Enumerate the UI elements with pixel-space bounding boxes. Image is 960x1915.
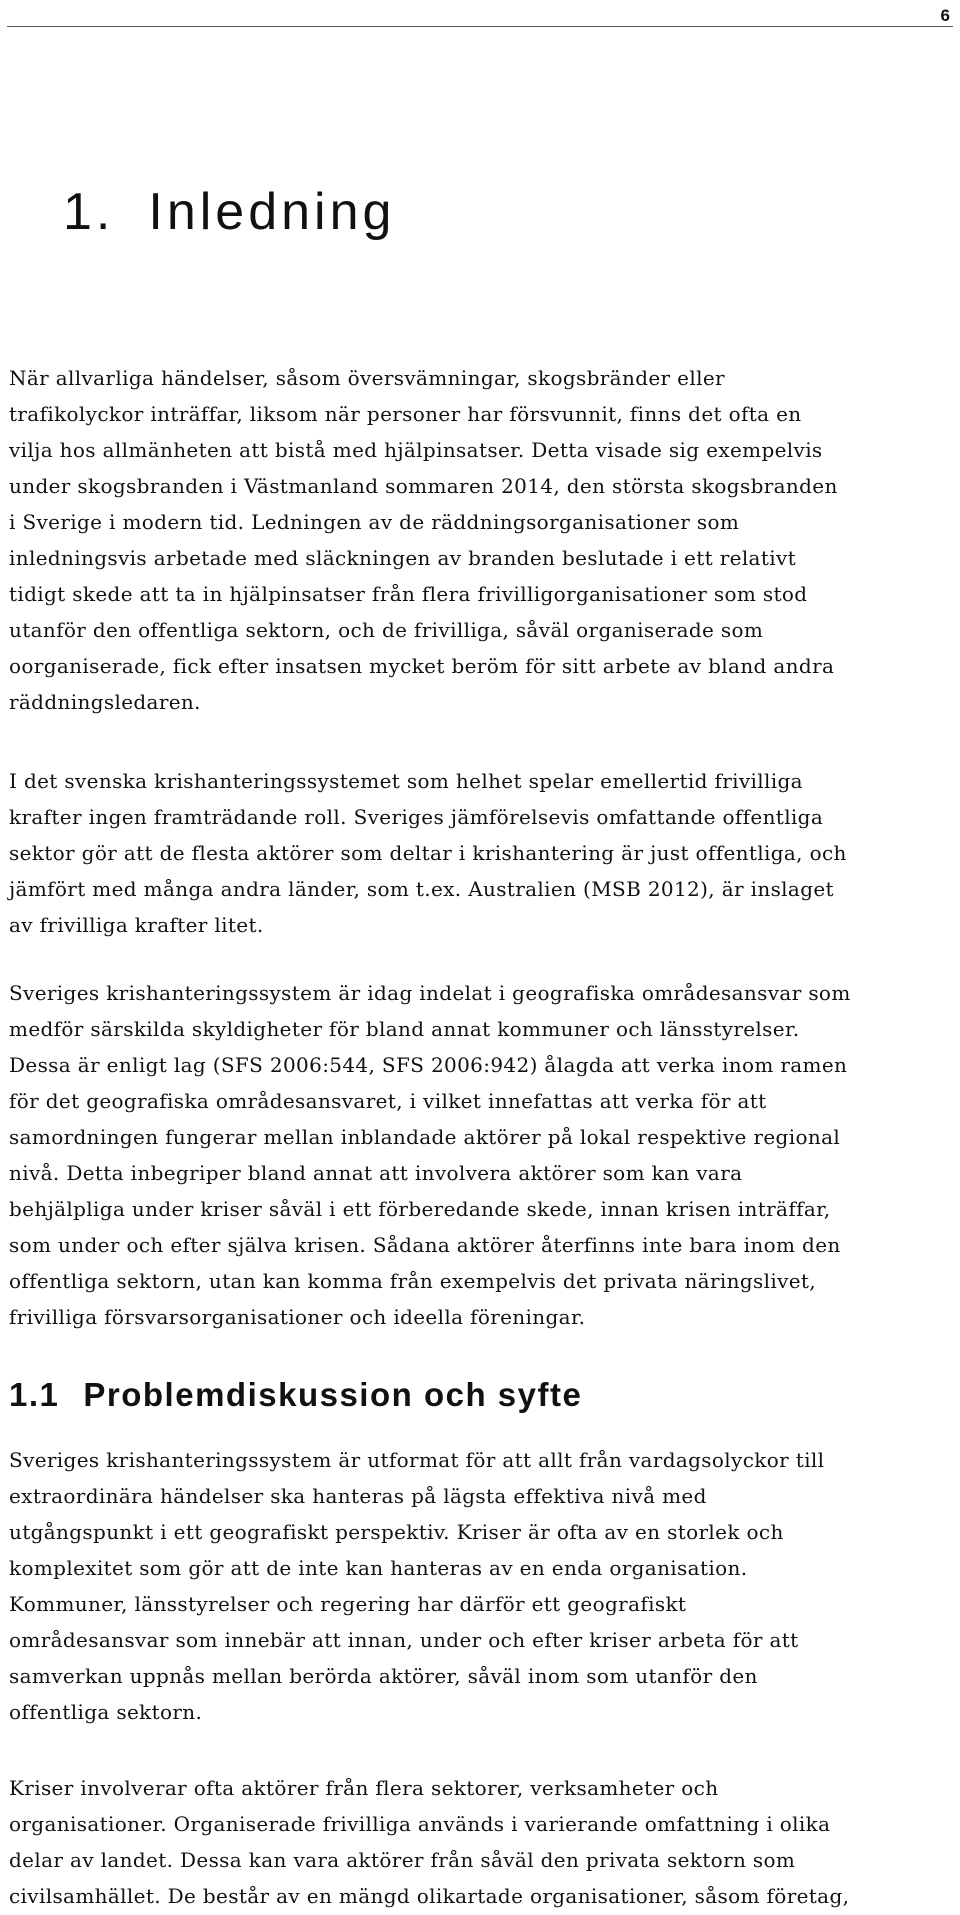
text-line: Sveriges krishanteringssystem är idag indelat i geografiska områdesansvar som: [9, 981, 851, 1005]
section-paragraph-1: [9, 1442, 945, 1730]
text-line: för det geografiska områdesansvaret, i vilket innefattas att verka för att: [9, 1089, 767, 1113]
text-line: jämfört med många andra länder, som t.ex. Australien (MSB 2012), är inslaget: [9, 877, 834, 901]
text-line: Kriser involverar ofta aktörer från flera sektorer, verksamheter och: [9, 1776, 719, 1800]
text-line: räddningsledaren.: [9, 690, 201, 714]
text-line: komplexitet som gör att de inte kan hanteras av en enda organisation.: [9, 1556, 748, 1580]
text-line: utgångspunkt i ett geografiskt perspektiv. Kriser är ofta av en storlek och: [9, 1520, 784, 1544]
chapter-number: 1.: [63, 183, 115, 241]
text-line: samverkan uppnås mellan berörda aktörer, såväl inom som utanför den: [9, 1664, 758, 1688]
text-line: offentliga sektorn.: [9, 1700, 203, 1724]
section-number: 1.1: [9, 1376, 60, 1413]
text-line: När allvarliga händelser, såsom översvämningar, skogsbränder eller: [9, 366, 725, 390]
text-line: Kommuner, länsstyrelser och regering har därför ett geografiskt: [9, 1592, 687, 1616]
text-line: trafikolyckor inträffar, liksom när personer har försvunnit, finns det ofta en: [9, 402, 802, 426]
text-line: Sveriges krishanteringssystem är utformat för att allt från vardagsolyckor till: [9, 1448, 825, 1472]
text-line: som under och efter själva krisen. Sådana aktörer återfinns inte bara inom den: [9, 1233, 841, 1257]
text-line: behjälpliga under kriser såväl i ett förberedande skede, innan krisen inträffar,: [9, 1197, 831, 1221]
section-paragraph-2: [9, 1770, 945, 1914]
paragraph-2: [9, 763, 945, 943]
text-line: offentliga sektorn, utan kan komma från exempelvis det privata näringslivet,: [9, 1269, 817, 1293]
text-line: i Sverige i modern tid. Ledningen av de räddningsorganisationer som: [9, 510, 740, 534]
section-title: Problemdiskussion och syfte: [83, 1376, 583, 1413]
text-line: sektor gör att de flesta aktörer som deltar i krishantering är just offentliga, och: [9, 841, 847, 865]
text-line: frivilliga försvarsorganisationer och ideella föreningar.: [9, 1305, 586, 1329]
section-heading: [9, 1373, 582, 1417]
text-line: I det svenska krishanteringssystemet som helhet spelar emellertid frivilliga: [9, 769, 803, 793]
page-number: 6: [940, 6, 950, 25]
text-line: områdesansvar som innebär att innan, under och efter kriser arbeta för att: [9, 1628, 799, 1652]
text-line: samordningen fungerar mellan inblandade aktörer på lokal respektive regional: [9, 1125, 841, 1149]
text-line: delar av landet. Dessa kan vara aktörer från såväl den privata sektorn som: [9, 1848, 796, 1872]
paragraph-3: [9, 975, 945, 1335]
text-line: utanför den offentliga sektorn, och de frivilliga, såväl organiserade som: [9, 618, 764, 642]
text-line: under skogsbranden i Västmanland sommaren 2014, den största skogsbranden: [9, 474, 838, 498]
text-line: nivå. Detta inbegriper bland annat att involvera aktörer som kan vara: [9, 1161, 743, 1185]
text-line: organisationer. Organiserade frivilliga används i varierande omfattning i olika: [9, 1812, 831, 1836]
chapter-title: Inledning: [148, 183, 396, 241]
page-header: [0, 0, 960, 30]
text-line: medför särskilda skyldigheter för bland annat kommuner och länsstyrelser.: [9, 1017, 800, 1041]
header-rule: [7, 26, 953, 27]
text-line: Dessa är enligt lag (SFS 2006:544, SFS 2006:942) ålagda att verka inom ramen: [9, 1053, 848, 1077]
text-line: tidigt skede att ta in hjälpinsatser från flera frivilligorganisationer som stod: [9, 582, 808, 606]
text-line: vilja hos allmänheten att bistå med hjälpinsatser. Detta visade sig exempelvis: [9, 438, 823, 462]
text-line: av frivilliga krafter litet.: [9, 913, 264, 937]
chapter-heading: [63, 181, 395, 243]
text-line: civilsamhället. De består av en mängd olikartade organisationer, såsom företag,: [9, 1884, 850, 1908]
text-line: inledningsvis arbetade med släckningen av branden beslutade i ett relativt: [9, 546, 797, 570]
paragraph-1: [9, 360, 945, 720]
text-line: extraordinära händelser ska hanteras på lägsta effektiva nivå med: [9, 1484, 707, 1508]
text-line: oorganiserade, fick efter insatsen mycket beröm för sitt arbete av bland andra: [9, 654, 835, 678]
text-line: krafter ingen framträdande roll. Sveriges jämförelsevis omfattande offentliga: [9, 805, 824, 829]
